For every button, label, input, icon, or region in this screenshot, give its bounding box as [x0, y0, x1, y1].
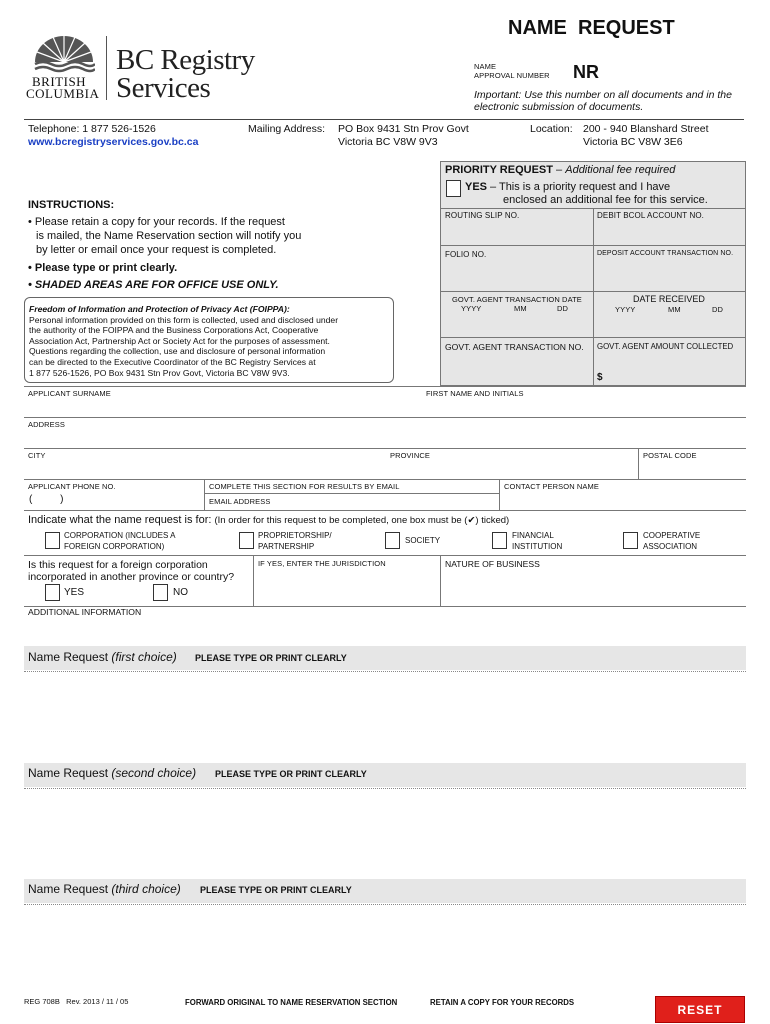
additional-info-label: ADDITIONAL INFORMATION	[28, 607, 142, 617]
second-choice-dotline	[24, 788, 746, 789]
foreign-no-checkbox[interactable]	[153, 584, 168, 601]
applicant-rule-4	[24, 479, 746, 480]
approval-label-1: NAME	[474, 62, 497, 71]
city-field[interactable]	[24, 460, 364, 478]
logo-services: Services	[116, 72, 211, 104]
second-choice-field[interactable]	[24, 790, 746, 877]
agent-date-label: GOVT. AGENT TRANSACTION DATE	[452, 295, 582, 304]
third-choice-field[interactable]	[24, 906, 746, 992]
contact-person-label: CONTACT PERSON NAME	[504, 482, 599, 491]
first-choice-label: (first choice)	[111, 650, 177, 664]
foippa-line-1: Personal information provided on this form is collected, used and disclosed under	[29, 314, 339, 325]
instruction-item-3: • SHADED AREAS ARE FOR OFFICE USE ONLY.	[28, 279, 279, 291]
date-received-label: DATE RECEIVED	[633, 294, 705, 304]
third-choice-title	[28, 882, 181, 896]
entity-lead-text: Indicate what the name request is for:	[28, 514, 212, 526]
agent-amount-label: GOVT. AGENT AMOUNT COLLECTED	[597, 342, 734, 351]
phone-field[interactable]: ( )	[29, 494, 64, 505]
foreign-yes-checkbox[interactable]	[45, 584, 60, 601]
page-title: NAME REQUEST	[508, 17, 675, 39]
routing-slip-label: ROUTING SLIP NO.	[445, 211, 520, 220]
address-field[interactable]	[24, 430, 746, 448]
corporation-label-1: CORPORATION (INCLUDES A	[64, 531, 176, 540]
instruction-item-1b: is mailed, the Name Reservation section will notify you	[36, 230, 302, 242]
foreign-question-1: Is this request for a foreign corporation	[28, 559, 208, 571]
second-choice-instruction: PLEASE TYPE OR PRINT CLEARLY	[215, 769, 367, 779]
foippa-line-2: the authority of the FOIPPA and the Business Corporations Act, Cooperative	[29, 325, 319, 336]
mailing-label: Mailing Address:	[248, 123, 326, 135]
first-choice-prefix: Name Request	[28, 650, 109, 664]
telephone: Telephone: 1 877 526-1526	[28, 123, 156, 135]
additional-info-field[interactable]	[24, 618, 746, 646]
priority-yes-text-2: enclosed an additional fee for this service.	[503, 194, 708, 206]
applicant-surname-field[interactable]	[24, 398, 422, 416]
email-section-label: COMPLETE THIS SECTION FOR RESULTS BY EMAIL	[209, 482, 400, 491]
entity-lead	[28, 514, 509, 526]
cooperative-label-1: COOPERATIVE	[643, 531, 701, 540]
folio-label: FOLIO NO.	[445, 250, 487, 259]
financial-label-1: FINANCIAL	[512, 531, 554, 540]
email-address-label: EMAIL ADDRESS	[209, 497, 271, 506]
province-field[interactable]	[386, 460, 636, 478]
society-label: SOCIETY	[405, 536, 441, 545]
second-choice-label: (second choice)	[111, 766, 197, 780]
foippa-line-5: can be directed to the Executive Coordinator of the BC Registry Services at	[29, 356, 316, 367]
agent-transaction-label: GOVT. AGENT TRANSACTION NO.	[445, 342, 584, 352]
applicant-rule-5	[24, 510, 746, 511]
foippa-line-3: Association Act, Partnership Act or Society Act for the purposes of assessment.	[29, 335, 330, 346]
foippa-line-6: 1 877 526-1526, PO Box 9431 Stn Prov Govt, Victoria BC V8W 9V3.	[29, 367, 290, 378]
office-vrule-1	[593, 208, 594, 385]
deposit-label: DEPOSIT ACCOUNT TRANSACTION NO.	[597, 250, 734, 257]
date-received-dd: DD	[712, 305, 724, 314]
city-label: CITY	[28, 451, 46, 460]
nature-label: NATURE OF BUSINESS	[445, 559, 540, 569]
phone-label: APPLICANT PHONE NO.	[28, 482, 116, 491]
cooperative-label-2: ASSOCIATION	[643, 542, 698, 551]
agent-date-yyyy: YYYY	[461, 304, 482, 313]
logo-columbia: COLUMBIA	[26, 86, 100, 101]
mailing-address-2: Victoria BC V8W 9V3	[338, 136, 438, 148]
third-choice-dotline	[24, 904, 746, 905]
corporation-label-2: FOREIGN CORPORATION)	[64, 542, 165, 551]
foippa-box	[24, 297, 394, 383]
priority-title	[445, 164, 675, 176]
email-section-rule	[204, 493, 499, 494]
date-received-mm: MM	[668, 305, 681, 314]
jurisdiction-field[interactable]	[255, 570, 438, 604]
instruction-item-2: • Please type or print clearly.	[28, 262, 178, 274]
province-label: PROVINCE	[390, 451, 430, 460]
priority-yes-text-1: – This is a priority request and I have	[490, 181, 671, 193]
priority-yes-label: YES	[465, 181, 488, 193]
foreign-no-label: NO	[173, 587, 188, 598]
proprietorship-label-2: PARTNERSHIP	[258, 542, 315, 551]
entity-lead-note: (In order for this request to be completed, one box must be (✔) ticked)	[214, 515, 510, 526]
location-address-2: Victoria BC V8W 3E6	[583, 136, 683, 148]
office-rule-4	[440, 337, 746, 338]
approval-prefix: NR	[573, 62, 599, 82]
office-rule-3	[440, 291, 746, 292]
instructions-title: INSTRUCTIONS:	[28, 199, 115, 211]
important-note-1: Important: Use this number on all documents and in the	[474, 89, 732, 101]
jurisdiction-vrule	[253, 555, 254, 606]
society-checkbox[interactable]	[385, 532, 400, 549]
retain-note: RETAIN A COPY FOR YOUR RECORDS	[430, 998, 575, 1007]
agent-date-mm: MM	[514, 304, 527, 313]
applicant-rule-2	[24, 417, 746, 418]
reset-button[interactable]: RESET	[655, 996, 745, 1023]
foreign-question-2: incorporated in another province or country?	[28, 571, 235, 583]
third-choice-instruction: PLEASE TYPE OR PRINT CLEARLY	[200, 885, 352, 895]
office-rule-2	[440, 245, 746, 246]
foippa-line-4: Questions regarding the collection, use and disclosure of personal information	[29, 346, 326, 357]
applicant-surname-label: APPLICANT SURNAME	[28, 389, 111, 398]
postal-vrule	[638, 448, 639, 479]
first-choice-instruction: PLEASE TYPE OR PRINT CLEARLY	[195, 653, 347, 663]
priority-fee: Additional fee required	[565, 164, 676, 176]
proprietorship-checkbox[interactable]	[239, 532, 254, 549]
location-label: Location:	[530, 123, 573, 135]
priority-label: PRIORITY REQUEST	[445, 164, 553, 176]
forward-note: FORWARD ORIGINAL TO NAME RESERVATION SECTION	[185, 998, 398, 1007]
form-number: REG 708B Rev. 2013 / 11 / 05	[24, 997, 129, 1006]
cooperative-checkbox[interactable]	[623, 532, 638, 549]
nature-vrule	[440, 555, 441, 606]
instruction-item-1c: by letter or email once your request is completed.	[36, 244, 277, 256]
first-choice-dotline	[24, 671, 746, 672]
financial-label-2: INSTITUTION	[512, 542, 563, 551]
header-rule	[24, 119, 744, 120]
priority-dash: –	[556, 164, 563, 176]
bc-sun-logo-icon	[33, 34, 95, 74]
priority-yes-checkbox[interactable]	[446, 180, 461, 197]
financial-institution-checkbox[interactable]	[492, 532, 507, 549]
phone-vrule	[204, 479, 205, 510]
location-address-1: 200 - 940 Blanshard Street	[583, 123, 709, 135]
agent-date-dd: DD	[557, 304, 569, 313]
first-name-label: FIRST NAME AND INITIALS	[426, 389, 524, 398]
logo-divider	[106, 36, 107, 100]
third-choice-prefix: Name Request	[28, 882, 109, 896]
debit-bcol-label: DEBIT BCOL ACCOUNT NO.	[597, 211, 704, 220]
entity-rule	[24, 555, 746, 556]
important-note-2: electronic submission of documents.	[474, 101, 644, 113]
postal-code-field[interactable]	[640, 460, 746, 478]
foreign-yes-label: YES	[64, 587, 85, 598]
date-received-yyyy: YYYY	[615, 305, 636, 314]
first-choice-title	[28, 650, 177, 664]
mailing-address-1: PO Box 9431 Stn Prov Govt	[338, 123, 469, 135]
corporation-checkbox[interactable]	[45, 532, 60, 549]
applicant-rule-top	[24, 386, 746, 387]
first-name-field[interactable]	[422, 398, 746, 416]
third-choice-label: (third choice)	[111, 882, 181, 896]
postal-code-label: POSTAL CODE	[643, 451, 697, 460]
proprietorship-label-1: PROPRIETORSHIP/	[258, 531, 332, 540]
logo-british: BRITISH	[32, 74, 87, 89]
contact-person-field[interactable]	[500, 492, 746, 509]
address-label: ADDRESS	[28, 420, 65, 429]
second-choice-title	[28, 766, 196, 780]
jurisdiction-label: IF YES, ENTER THE JURISDICTION	[258, 559, 386, 568]
website-link[interactable]: www.bcregistryservices.gov.bc.ca	[28, 136, 199, 148]
logo-bc-registry: BC Registry	[116, 44, 255, 76]
first-choice-field[interactable]	[24, 673, 746, 761]
approval-label-2: APPROVAL NUMBER	[474, 71, 550, 80]
second-choice-prefix: Name Request	[28, 766, 109, 780]
instruction-item-1a: • Please retain a copy for your records. If the request	[28, 216, 285, 228]
foippa-title: Freedom of Information and Protection of Privacy Act (FOIPPA):	[29, 304, 290, 314]
nature-field[interactable]	[442, 570, 746, 604]
amount-dollar: $	[597, 372, 603, 383]
